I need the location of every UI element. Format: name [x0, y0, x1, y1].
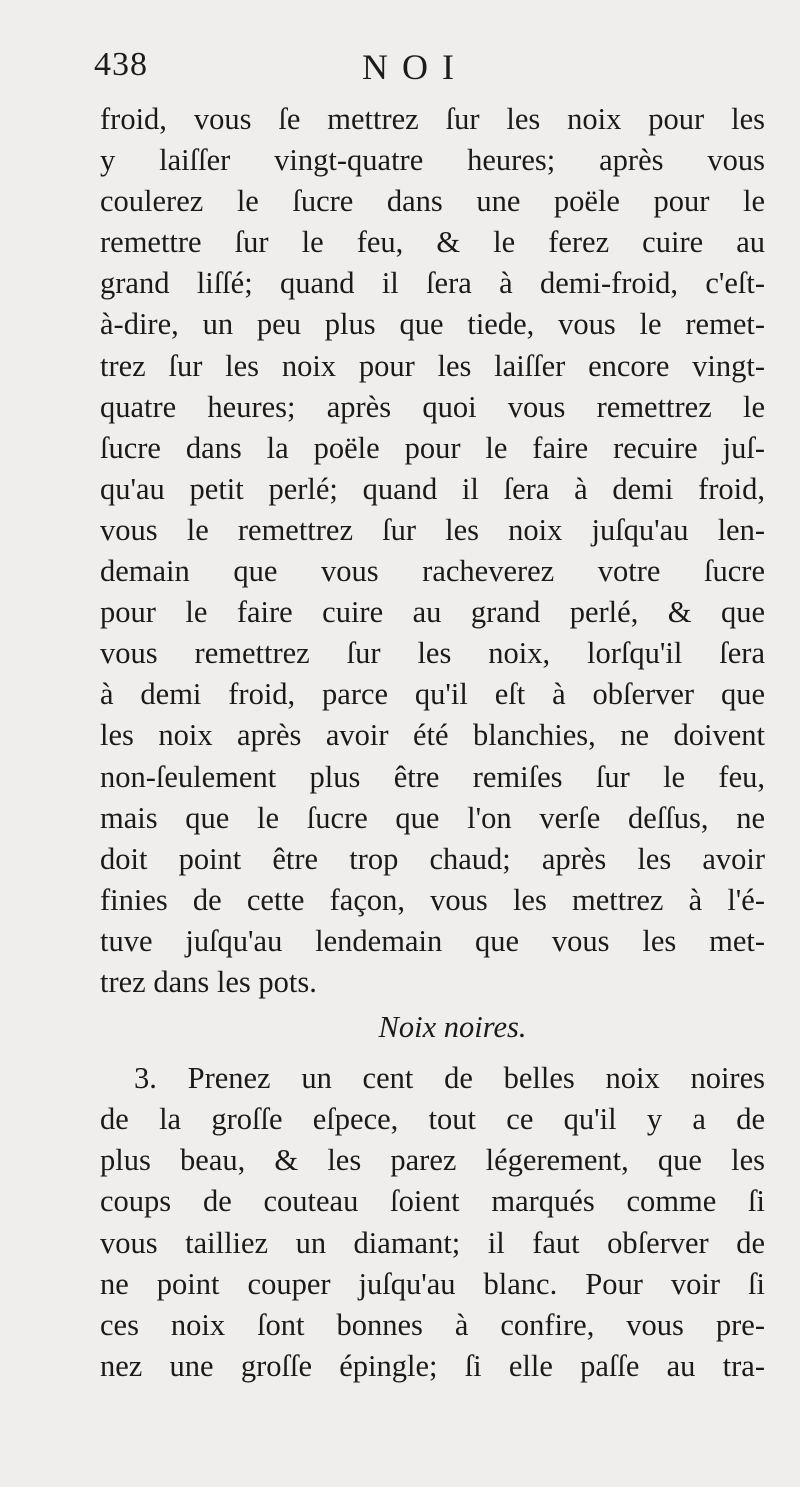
text-line: à demi froid, parce qu'il eſt à obſerver que	[100, 677, 765, 712]
page-header	[94, 46, 764, 90]
text-line: plus beau, & les parez légerement, que les	[100, 1143, 765, 1178]
text-line: coulerez le ſucre dans une poële pour le	[100, 184, 765, 219]
text-line: remettre ſur le feu, & le ferez cuire au	[100, 225, 765, 260]
running-head: NOI	[362, 47, 468, 87]
text-line: doit point être trop chaud; après les avoir	[100, 841, 765, 876]
text-line: 3. Prenez un cent de belles noix noires	[134, 1061, 765, 1096]
text-line: ne point couper juſqu'au blanc. Pour voir ſi	[100, 1266, 765, 1301]
paragraph-1	[100, 99, 765, 1003]
text-line: demain que vous racheverez votre ſucre	[100, 554, 765, 589]
text-line: mais que le ſucre que l'on verſe deſſus, ne	[100, 800, 765, 835]
text-line: vous le remettrez ſur les noix juſqu'au len-	[100, 512, 765, 547]
text-line: de la groſſe eſpece, tout ce qu'il y a de	[100, 1102, 765, 1137]
text-line: non-ſeulement plus être remiſes ſur le feu,	[100, 759, 765, 794]
text-line: vous remettrez ſur les noix, lorſqu'il ſera	[100, 636, 765, 671]
text-line: froid, vous ſe mettrez ſur les noix pour les	[100, 102, 765, 136]
text-line: vous tailliez un diamant; il faut obſerver de	[100, 1225, 765, 1260]
text-line: finies de cette façon, vous les mettrez à l'é-	[100, 882, 765, 917]
text-line: coups de couteau ſoient marqués comme ſi	[100, 1184, 765, 1219]
section-title: Noix noires.	[378, 1010, 527, 1045]
text-line: tuve juſqu'au lendemain que vous les met-	[100, 923, 765, 958]
text-line: à-dire, un peu plus que tiede, vous le remet-	[100, 307, 765, 342]
text-line: nez une groſſe épingle; ſi elle paſſe au tra-	[100, 1348, 765, 1383]
body-text	[100, 99, 765, 1387]
text-line: ſucre dans la poële pour le faire recuire juſ-	[100, 430, 765, 465]
text-line: ces noix ſont bonnes à confire, vous pre-	[100, 1307, 765, 1342]
text-line: y laiſſer vingt-quatre heures; après vous	[100, 143, 765, 178]
text-line: quatre heures; après quoi vous remettrez le	[100, 389, 765, 424]
text-line: trez ſur les noix pour les laiſſer encore vingt-	[100, 348, 765, 383]
paragraph-2	[100, 1058, 765, 1387]
text-line: trez dans les pots.	[100, 964, 317, 999]
text-line: pour le faire cuire au grand perlé, & que	[100, 595, 765, 630]
text-line: qu'au petit perlé; quand il ſera à demi froid,	[100, 471, 765, 506]
text-line: grand liſſé; quand il ſera à demi-froid, c'eſt-	[100, 266, 765, 301]
page-number: 438	[94, 46, 148, 83]
text-line: les noix après avoir été blanchies, ne doivent	[100, 718, 765, 753]
